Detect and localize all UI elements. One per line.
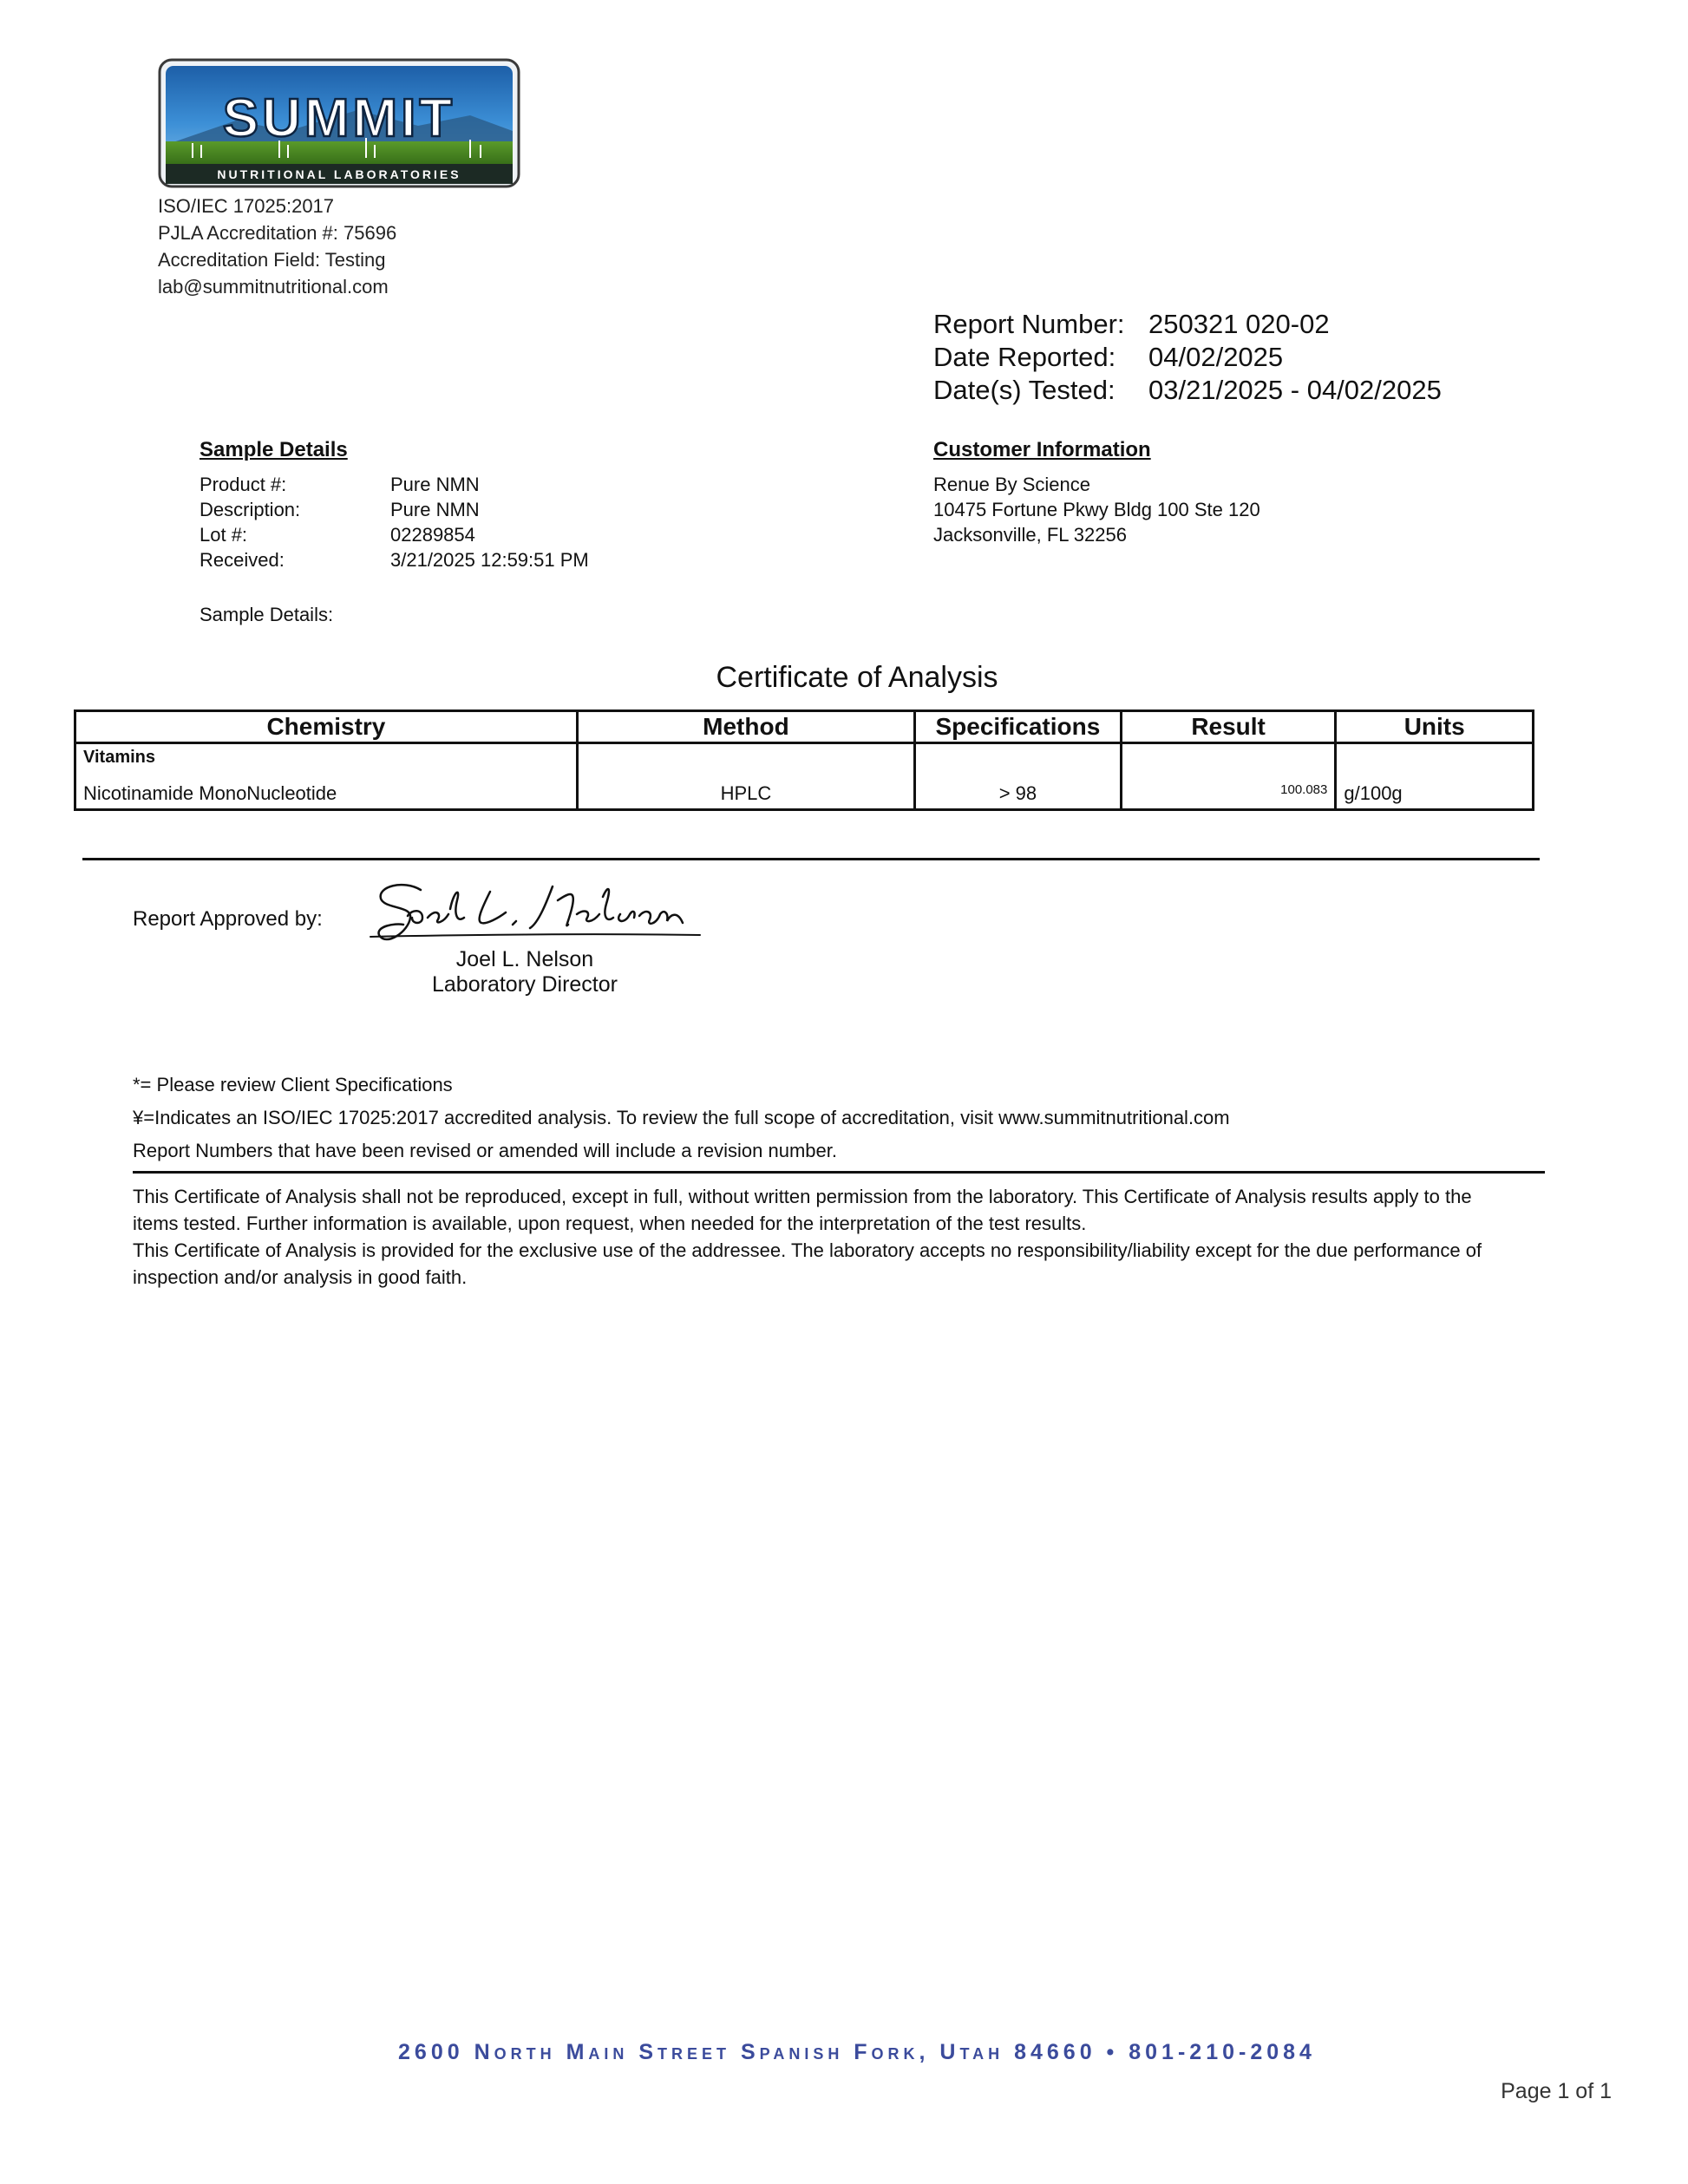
accreditation-field: Accreditation Field: Testing [158,249,386,271]
disclaimer-paragraph-1: This Certificate of Analysis shall not be reproduced, except in full, without written permission from the laboratory. This Certificate of Analysis results apply to the items tested. Further information is available, upon request, when needed for the interpretation of the test results. [133,1186,1472,1234]
summit-logo [158,58,520,188]
cell-chemistry: Nicotinamide MonoNucleotide [75,770,578,810]
lab-email: lab@summitnutritional.com [158,276,389,298]
customer-address-1: 10475 Fortune Pkwy Bldg 100 Ste 120 [933,499,1260,520]
logo-wordmark: SUMMIT [222,88,456,148]
signer-title: Laboratory Director [432,972,618,997]
results-table [74,709,1534,811]
customer-address-2: Jacksonville, FL 32256 [933,524,1127,546]
certificate-title: Certificate of Analysis [716,661,998,694]
divider-line [82,858,1540,860]
sample-details-label: Sample Details: [200,604,334,625]
header-units: Units [1336,711,1534,743]
disclaimer [133,1183,1521,1291]
dates-tested-label: Date(s) Tested: [933,375,1116,405]
group-label: Vitamins [75,743,578,771]
sample-details [200,472,589,572]
cell-units: g/100g [1336,770,1534,810]
description-label: Description: [200,499,301,520]
received-label: Received: [200,549,285,571]
product-label: Product #: [200,474,287,495]
note-client-specs: *= Please review Client Specifications [133,1074,453,1095]
header-chemistry: Chemistry [75,711,578,743]
cell-method: HPLC [577,770,914,810]
iso-standard: ISO/IEC 17025:2017 [158,195,335,217]
description-value: Pure NMN [390,499,480,520]
dates-tested: 03/21/2025 - 04/02/2025 [1148,375,1442,405]
note-revisions: Report Numbers that have been revised or amended will include a revision number. [133,1140,837,1161]
customer-name: Renue By Science [933,474,1090,495]
report-number-label: Report Number: [933,309,1125,339]
sample-details-heading: Sample Details [200,438,348,461]
customer-info [933,472,1260,547]
date-reported: 04/02/2025 [1148,342,1284,372]
lot-value: 02289854 [390,524,475,546]
lot-label: Lot #: [200,524,248,546]
divider-line [133,1171,1545,1174]
approved-by-label: Report Approved by: [133,907,323,931]
customer-info-heading: Customer Information [933,438,1151,461]
note-accredited: ¥=Indicates an ISO/IEC 17025:2017 accredited analysis. To review the full scope of accreditation, visit www.summitnutritional.com [133,1107,1230,1128]
header-specifications: Specifications [914,711,1121,743]
signer-name: Joel L. Nelson [455,947,594,971]
date-reported-label: Date Reported: [933,342,1116,372]
disclaimer-paragraph-2: This Certificate of Analysis is provided for the exclusive use of the addressee. The laboratory accepts no responsibility/liability except for the due performance of inspection and/or analysis in good faith. [133,1239,1482,1288]
received-value: 3/21/2025 12:59:51 PM [390,549,589,571]
cell-specification: > 98 [914,770,1121,810]
table-group-row [75,743,1534,771]
notes [133,1069,1230,1167]
pjla-accreditation: PJLA Accreditation #: 75696 [158,222,397,244]
cell-result: 100.083 [1280,782,1328,797]
table-header-row [75,711,1534,743]
header-method: Method [577,711,914,743]
table-row [75,770,1534,810]
signer-block [382,947,668,997]
report-meta [933,308,1442,407]
report-number: 250321 020-02 [1148,309,1330,339]
footer-address: 2600 North Main Street Spanish Fork, Utah 84660 • 801-210-2084 [398,2040,1316,2064]
accreditation-block [158,193,396,300]
header-result: Result [1121,711,1336,743]
logo-tagline: NUTRITIONAL LABORATORIES [217,167,461,181]
page-number: Page 1 of 1 [1501,2079,1612,2103]
product-value: Pure NMN [390,474,480,495]
